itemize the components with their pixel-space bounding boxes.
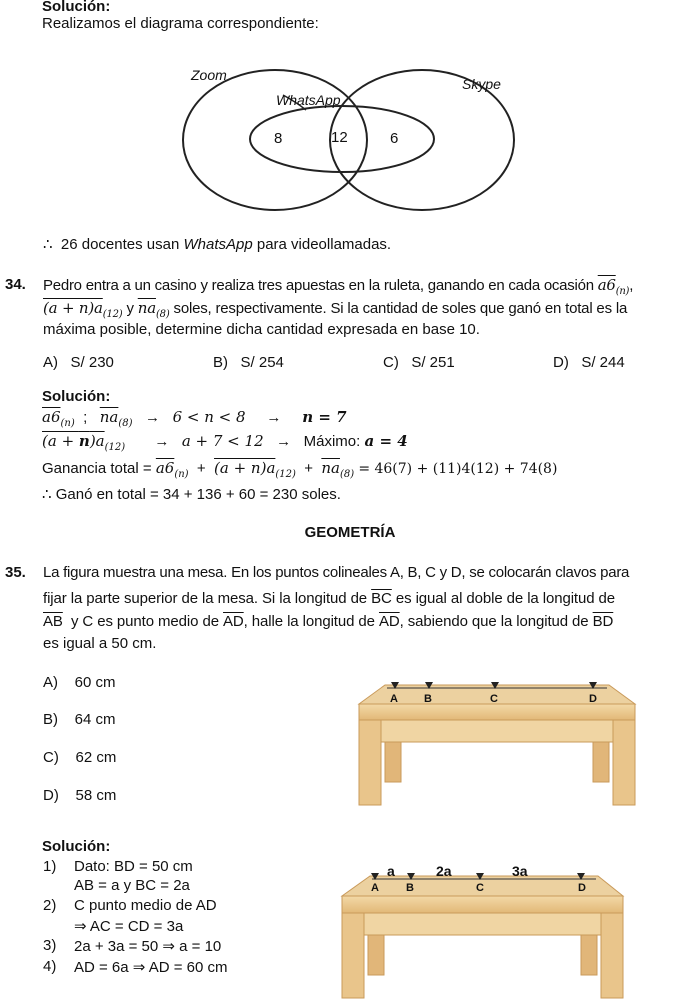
solution-intro: Realizamos el diagrama correspondiente: [42,15,319,32]
q34-option-c: C) S/ 251 [383,354,455,371]
q34-statement-line1: Pedro entra a un casino y realiza tres apuestas en la ruleta, ganando en cada ocasión $a6_{(n)}$, [43,276,634,297]
q35-solution-heading: Solución: [42,838,111,855]
q34-solution-line1: $a6_{(n)}$ ; $\overline{na}_{(8)} \to 6 < n < 8$ → n = 7 [42,408,347,429]
q35-step-2-line1: C punto medio de AD [74,897,217,914]
q34-solution-line2: $(a + n)a_{(12)}$ → a + 7 < 12 → Máximo: a = 4 [42,432,408,453]
question-number-34: 34. [5,276,26,293]
q35-option-a: A) 60 cm [43,674,116,691]
table1-label-d: D [589,693,597,705]
conclusion-33: ∴ 26 docentes usan WhatsApp para videollamadas. [43,236,392,253]
venn-value-middle: 12 [331,129,348,146]
table2-segment-cd: 3a [512,863,528,879]
q35-step-3-number: 3) [43,937,57,954]
q34-solution-final: ∴ Ganó en total = 34 + 136 + 60 = 230 soles. [42,486,341,503]
q34-statement-line3: máxima posible, determine dicha cantidad expresada en base 10. [43,321,480,338]
venn-label-whatsapp: WhatsApp [276,92,341,108]
table1-label-c: C [490,693,498,705]
table2-label-a: A [371,882,379,894]
q35-step-1-line1: Dato: BD = 50 cm [74,858,193,875]
solution-heading: Solución: [42,0,111,15]
table2-segment-ab: a [387,863,395,879]
q35-option-d: D) 58 cm [43,787,117,804]
q34-solution-line3: Ganancia total = $a6_{(n)} + (a + n)a_{(12)} + \overline{na}_{(8)} = 46(7) + (11)4(12) + 74(8)$ [42,459,558,480]
q35-step-3-line1: 2a + 3a = 50 ⇒ a = 10 [74,938,222,955]
table1-label-a: A [390,693,398,705]
venn-label-skype: Skype [462,76,501,92]
q35-option-b: B) 64 cm [43,711,116,728]
q35-step-2-line2: ⇒ AC = CD = 3a [74,918,184,935]
q35-option-c: C) 62 cm [43,749,117,766]
q34-option-a: A) S/ 230 [43,354,114,371]
question-number-35: 35. [5,564,26,581]
table2-segment-bc: 2a [436,863,452,879]
q34-statement-line2: $(a + n)a_{(12)}$ y $\overline{na}_{(8)}$ soles, respectivamente. Si la cantidad de soles que ganó en total es la [43,299,628,320]
q35-statement-line2: fijar la parte superior de la mesa. Si la longitud de $\overline{BC}$ es igual al doble de la longitud de [43,590,616,607]
q35-statement-line4: es igual a 50 cm. [43,635,157,652]
q35-step-4-number: 4) [43,958,57,975]
q35-step-1-number: 1) [43,858,57,875]
table1-label-b: B [424,693,432,705]
q34-solution-heading: Solución: [42,388,111,405]
table2-label-d: D [578,882,586,894]
venn-value-left: 8 [274,130,283,147]
q35-statement-line3: $\overline{AB}$ y C es punto medio de $\overline{AD}$, halle la longitud de $\overline{AD}$, sabiendo que la longitud de $\overline{BD}$ [43,613,614,630]
venn-label-zoom: Zoom [191,67,227,83]
q34-option-d: D) S/ 244 [553,354,625,371]
q35-step-4-line1: AD = 6a ⇒ AD = 60 cm [74,959,228,976]
q35-statement-line1: La figura muestra una mesa. En los puntos colineales A, B, C y D, se colocarán clavos para [43,564,630,581]
table2-label-b: B [406,882,414,894]
table2-label-c: C [476,882,484,894]
section-title-geometria: GEOMETRÍA [304,524,396,541]
venn-value-right: 6 [390,130,399,147]
q35-step-1-line2: AB = a y BC = 2a [74,877,190,894]
q35-step-2-number: 2) [43,897,57,914]
q34-option-b: B) S/ 254 [213,354,284,371]
